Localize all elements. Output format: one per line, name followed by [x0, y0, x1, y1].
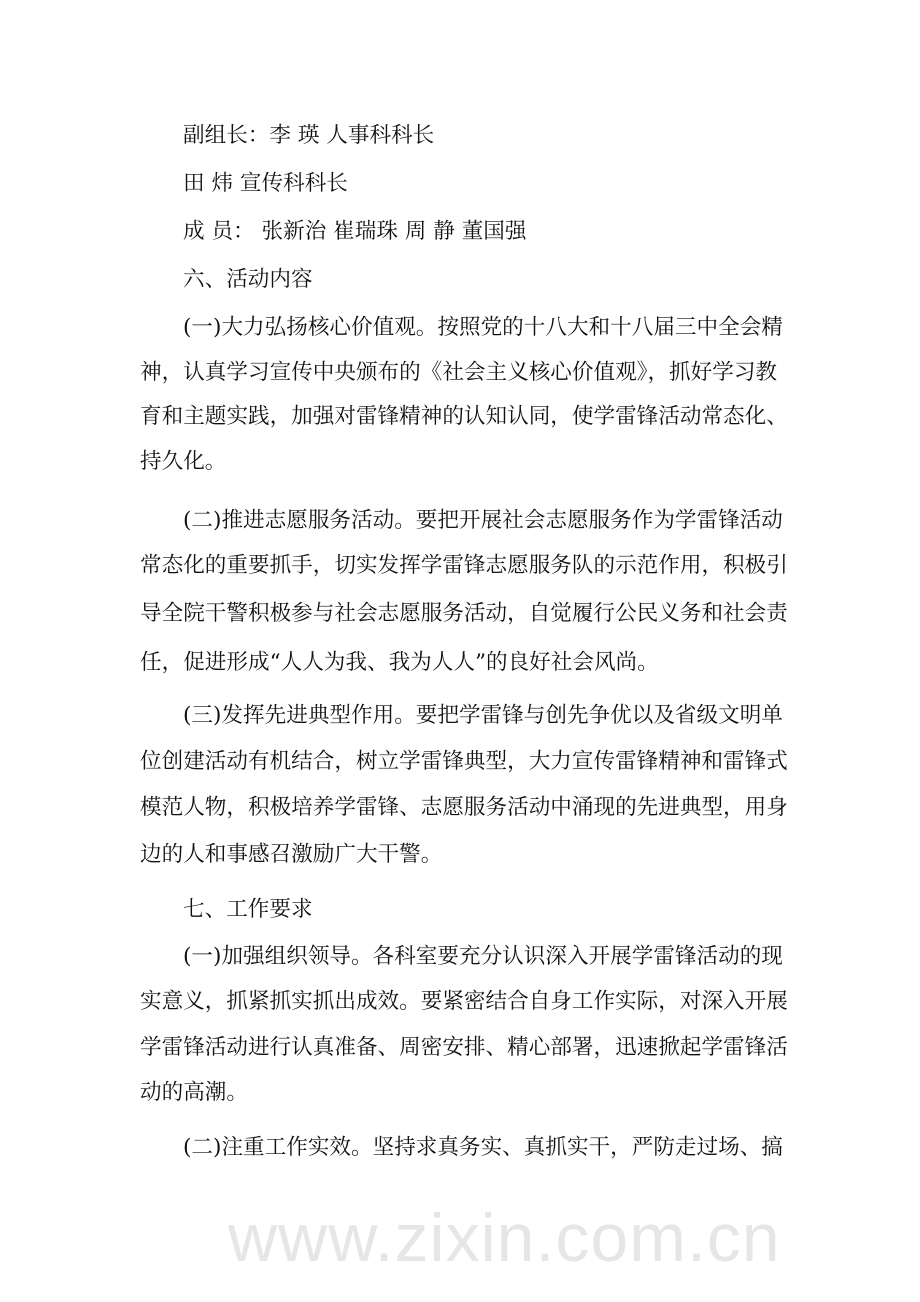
text-line: 模范人物，积极培养学雷锋、志愿服务活动中涌现的先进典型，用身 — [140, 795, 788, 820]
text-line: 持久化。 — [140, 449, 227, 474]
text-line: 学雷锋活动进行认真准备、周密安排、精心部署，迅速掀起学雷锋活 — [140, 1035, 788, 1060]
watermark: www.zixin.com.cn — [228, 1200, 781, 1276]
text-line: 田 炜 宣传科科长 — [183, 171, 348, 196]
text-line: 动的高潮。 — [140, 1080, 248, 1105]
text-line: (二)推进志愿服务活动。要把开展社会志愿服务作为学雷锋活动 — [183, 508, 783, 533]
section-heading: 七、工作要求 — [183, 897, 313, 922]
text-line: 位创建活动有机结合，树立学雷锋典型，大力宣传雷锋精神和雷锋式 — [140, 749, 788, 774]
text-line: 实意义，抓紧抓实抓出成效。要紧密结合自身工作实际，对深入开展 — [140, 989, 788, 1014]
text-line: 副组长：李 瑛 人事科科长 — [183, 123, 435, 148]
text-line: (二)注重工作实效。坚持求真务实、真抓实干，严防走过场、搞 — [183, 1135, 783, 1160]
text-line: 边的人和事感召激励广大干警。 — [140, 842, 443, 867]
text-line: 常态化的重要抓手，切实发挥学雷锋志愿服务队的示范作用，积极引 — [140, 553, 788, 578]
text-line: (三)发挥先进典型作用。要把学雷锋与创先争优以及省级文明单 — [183, 703, 783, 728]
text-line: (一)加强组织领导。各科室要充分认识深入开展学雷锋活动的现 — [183, 944, 783, 969]
text-line: 育和主题实践，加强对雷锋精神的认知认同，使学雷锋活动常态化、 — [140, 404, 788, 429]
text-line: (一)大力弘扬核心价值观。按照党的十八大和十八届三中全会精 — [183, 315, 783, 340]
section-heading: 六、活动内容 — [183, 267, 313, 292]
text-line: 成 员： 张新治 崔瑞珠 周 静 董国强 — [183, 219, 527, 244]
text-line: 神，认真学习宣传中央颁布的《社会主义核心价值观》，抓好学习教 — [140, 360, 778, 385]
text-line: 任，促进形成“人人为我、我为人人”的良好社会风尚。 — [140, 650, 659, 675]
text-line: 导全院干警积极参与社会志愿服务活动，自觉履行公民义务和社会责 — [140, 601, 788, 626]
